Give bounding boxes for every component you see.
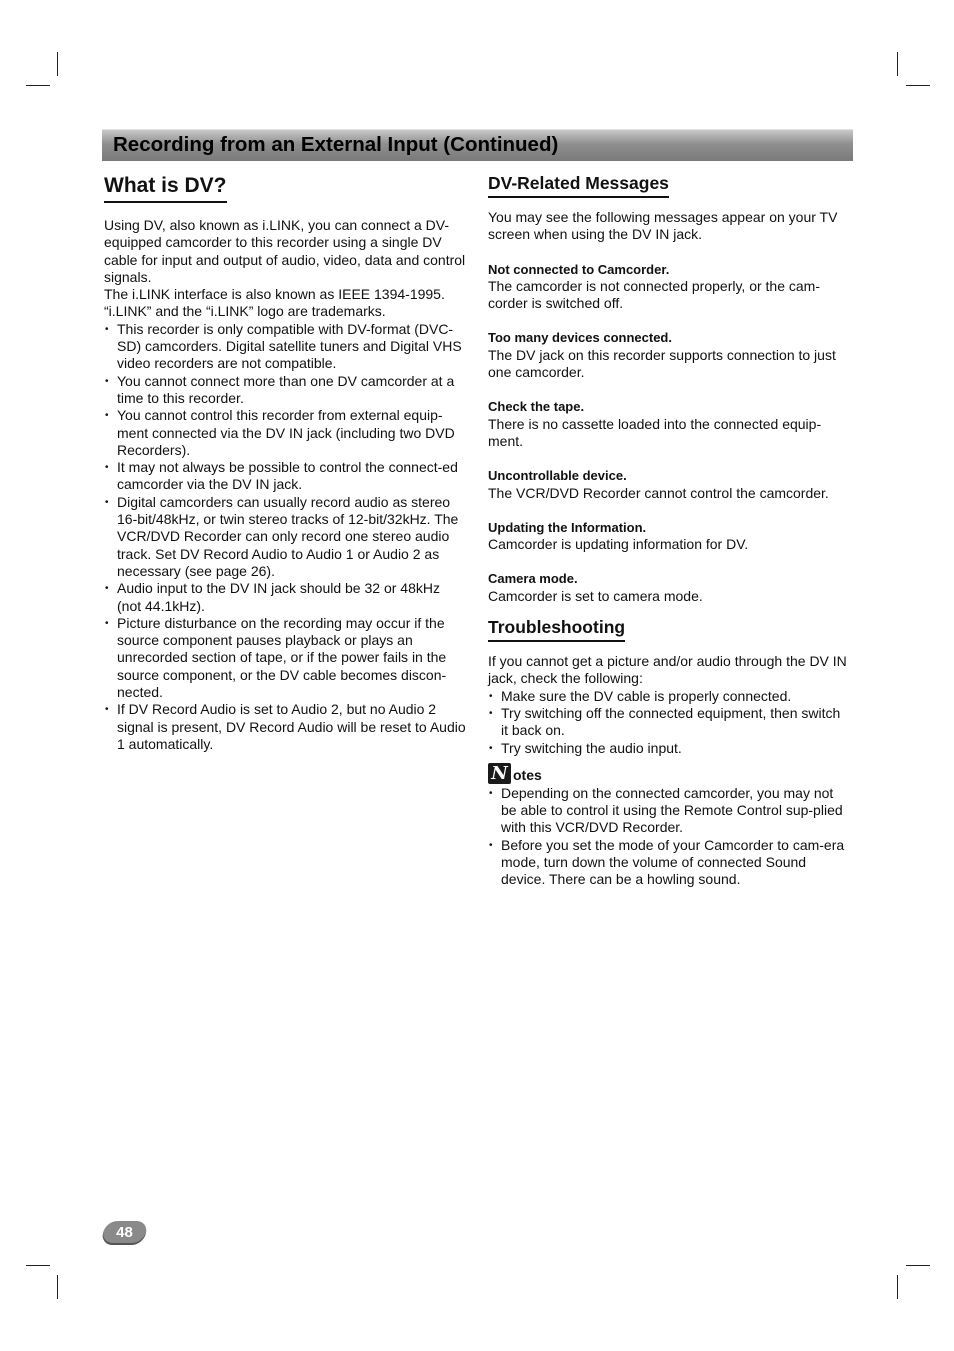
notes-label: otes <box>513 766 542 783</box>
intro-paragraph: Using DV, also known as i.LINK, you can connect a DV-equipped camcorder to this recorder using a single DV cable for input and output of audio, video, data and control signals. <box>104 217 466 285</box>
ieee-paragraph: The i.LINK interface is also known as IEEE 1394-1995. <box>104 286 445 303</box>
list-item: • You cannot control this recorder from external equip-ment connected via the DV IN jack (including two DVD Recorders). <box>104 407 466 459</box>
page-number: 48 <box>116 1224 133 1241</box>
troubleshooting-heading: Troubleshooting <box>488 614 625 642</box>
left-column <box>104 171 466 753</box>
list-item: • This recorder is only compatible with DV-format (DVC-SD) camcorders. Digital satellite tuners and Digital VHS video recorders are not compatible. <box>104 321 466 373</box>
notes-icon: N <box>488 763 511 784</box>
message-description: The camcorder is not connected properly, or the cam-corder is switched off. <box>488 277 821 312</box>
list-item: • Digital camcorders can usually record audio as stereo 16-bit/48kHz, or twin stereo tracks of 12-bit/32kHz. The VCR/DVD Recorder can only record one stereo audio track. Set DV Record Audio to Audio 1 or Audio 2 as necessary (see page 26). <box>104 494 466 580</box>
list-item: • You cannot connect more than one DV camcorder at a time to this recorder. <box>104 373 466 408</box>
message-description: There is no cassette loaded into the connected equip-ment. <box>488 415 822 449</box>
trademark-paragraph: “i.LINK” and the “i.LINK” logo are trademarks. <box>104 303 386 320</box>
list-item: • If DV Record Audio is set to Audio 2, but no Audio 2 signal is present, DV Record Audio will be reset to Audio 1 automatically. <box>104 701 466 753</box>
crop-mark <box>57 52 58 76</box>
list-item: • Try switching off the connected equipment, then switch it back on. <box>488 705 850 740</box>
message-term: Uncontrollable device. <box>488 468 627 484</box>
message-term: Updating the Information. <box>488 519 647 535</box>
crop-mark <box>906 85 930 86</box>
section-title-bar <box>102 129 853 161</box>
troubleshooting-list <box>488 688 850 757</box>
list-item: • Audio input to the DV IN jack should be 32 or 48kHz (not 44.1kHz). <box>104 580 466 615</box>
section-title: Recording from an External Input (Continued) <box>113 133 559 156</box>
notes-heading <box>488 763 850 784</box>
page-number-badge <box>100 1221 148 1245</box>
message-description: Camcorder is updating information for DV. <box>488 536 749 553</box>
list-item: • Before you set the mode of your Camcorder to cam-era mode, turn down the volume of connected Sound device. There can be a howling sound. <box>488 837 850 889</box>
list-item: • Depending on the connected camcorder, you may not be able to control it using the Remote Control sup-plied with this VCR/DVD Recorder. <box>488 785 850 837</box>
dv-bullet-list <box>104 321 466 753</box>
right-column <box>488 170 850 889</box>
list-item: • Make sure the DV cable is properly connected. <box>488 688 850 705</box>
message-term: Not connected to Camcorder. <box>488 261 670 277</box>
message-description: Camcorder is set to camera mode. <box>488 587 703 604</box>
crop-mark <box>897 1275 898 1299</box>
message-term: Check the tape. <box>488 399 585 415</box>
troubleshooting-intro: If you cannot get a picture and/or audio through the DV IN jack, check the following: <box>488 653 847 687</box>
message-description: The DV jack on this recorder supports connection to just one camcorder. <box>488 346 836 381</box>
crop-mark <box>906 1265 930 1266</box>
list-item: • It may not always be possible to control the connect-ed camcorder via the DV IN jack. <box>104 459 466 494</box>
message-description: The VCR/DVD Recorder cannot control the camcorder. <box>488 484 829 501</box>
message-term: Too many devices connected. <box>488 330 672 346</box>
list-item: • Picture disturbance on the recording may occur if the source component pauses playback or plays an unrecorded section of tape, or if the power fails in the source component, or the DV cable becomes discon-nected. <box>104 615 466 701</box>
crop-mark <box>26 1265 50 1266</box>
what-is-dv-heading: What is DV? <box>104 171 227 203</box>
dv-messages-heading: DV-Related Messages <box>488 170 669 198</box>
crop-mark <box>897 52 898 76</box>
crop-mark <box>26 85 50 86</box>
list-item: • Try switching the audio input. <box>488 740 850 757</box>
messages-intro: You may see the following messages appear on your TV screen when using the DV IN jack. <box>488 209 838 243</box>
crop-mark <box>57 1275 58 1299</box>
message-term: Camera mode. <box>488 571 578 587</box>
notes-list <box>488 785 850 889</box>
